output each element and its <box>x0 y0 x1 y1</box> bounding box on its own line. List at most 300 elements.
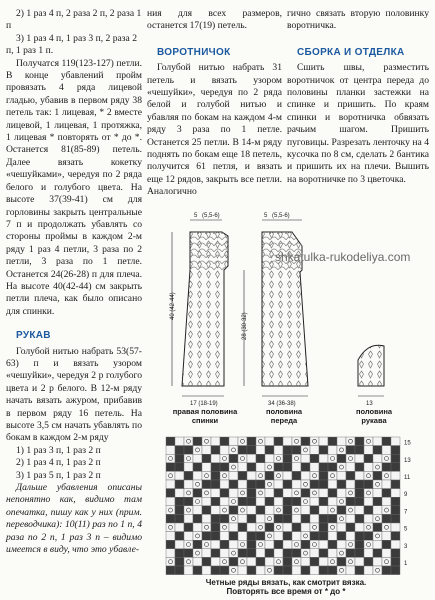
chart-cell <box>175 480 184 489</box>
paragraph: Сшить швы, разместить воротничок от центра переда до половины планки застежки на спинке и пришить. По краям спинки и воротничка обвязать рачьим шагом. Пришить пуговицы. Разрезать ленточку на 4 кусочка по 8 см, сделать 2 бантика и пришить их на плечи. Вышить на воротничке по 3 цветочка. <box>287 62 429 185</box>
chart-cell <box>364 471 373 480</box>
chart-cell <box>184 463 193 472</box>
chart-cell <box>256 549 265 558</box>
text-column-3 <box>287 0 429 186</box>
chart-cell <box>310 463 319 472</box>
chart-cell <box>382 566 391 575</box>
chart-cell <box>301 549 310 558</box>
chart-cell <box>256 532 265 541</box>
chart-cell <box>364 540 373 549</box>
chart-cell <box>319 471 328 480</box>
chart-cell <box>256 463 265 472</box>
chart-cell <box>175 532 184 541</box>
chart-cell <box>292 437 301 446</box>
chart-cell <box>247 480 256 489</box>
chart-cell <box>265 480 274 489</box>
dim-label: (5,5-6) <box>272 213 290 219</box>
chart-cell <box>283 463 292 472</box>
dim-label: 5 <box>194 213 198 219</box>
chart-cell <box>283 489 292 498</box>
chart-cell <box>193 532 202 541</box>
chart-cell <box>337 454 346 463</box>
dim-label: 34 (36-38) <box>268 401 296 407</box>
chart-cell <box>346 566 355 575</box>
chart-cell <box>220 540 229 549</box>
chart-cell <box>184 480 193 489</box>
chart-cell <box>310 566 319 575</box>
chart-cell <box>238 489 247 498</box>
chart-cell <box>337 566 346 575</box>
chart-cell <box>364 506 373 515</box>
chart-cell <box>391 446 400 455</box>
chart-cell <box>328 480 337 489</box>
chart-cell <box>391 506 400 515</box>
chart-cell <box>382 557 391 566</box>
chart-cell <box>301 566 310 575</box>
chart-cell <box>184 497 193 506</box>
chart-cell <box>283 446 292 455</box>
chart-cell <box>292 471 301 480</box>
chart-cell <box>220 532 229 541</box>
chart-cell <box>382 506 391 515</box>
pattern-schematic <box>150 210 432 430</box>
chart-cell <box>193 489 202 498</box>
chart-cell <box>310 437 319 446</box>
chart-cell <box>391 454 400 463</box>
chart-cell <box>355 540 364 549</box>
chart-cell <box>202 454 211 463</box>
chart-cell <box>193 514 202 523</box>
chart-cell <box>346 532 355 541</box>
chart-cell <box>247 463 256 472</box>
label-back: правая половина спинки <box>172 407 238 425</box>
chart-cell <box>301 506 310 515</box>
paragraph: Получатся 119(123-127) петли. В конце убавлений пройм провязать 4 ряда лицевой гладью, убавив в первом ряду 38 петель так: 1 лицевая, * 2 вместе лицевой, 1 лицевая, 1 протяжка, 1 лицевая * повторять от * до *. Останется 81(85-89) петель. Далее вязать кокетку «чешуйками», чередуя по 2 ряда белого и голубого цвета. На высоте 37(39-41) см для горловины закрыть центральные 7 п и продолжать убавлять со стороны проймы в каждом 2-м ряду 1 раз 4 петли, 3 раза по 2 петли, 3 раза по 1 петле. Останется 24(26-28) п для плеча. На высоте 40(42-44) см закрыть петли плеча, как было описано для спинки. <box>6 57 142 317</box>
chart-cell <box>319 566 328 575</box>
chart-cell <box>184 506 193 515</box>
chart-cell <box>364 446 373 455</box>
chart-cell <box>328 532 337 541</box>
chart-cell <box>175 437 184 446</box>
chart-cell <box>346 446 355 455</box>
list-item: 1) 1 раз 3 п, 1 раз 2 п <box>16 444 101 456</box>
chart-cell <box>211 454 220 463</box>
chart-cell <box>211 437 220 446</box>
chart-cell <box>319 446 328 455</box>
chart-cell <box>256 566 265 575</box>
chart-cell <box>301 523 310 532</box>
chart-cell <box>229 463 238 472</box>
chart-cell <box>202 523 211 532</box>
chart-cell <box>256 497 265 506</box>
chart-cell <box>355 437 364 446</box>
chart-cell <box>310 471 319 480</box>
chart-cell <box>364 523 373 532</box>
chart-cell <box>292 463 301 472</box>
chart-cell <box>265 566 274 575</box>
chart-cell <box>355 557 364 566</box>
chart-cell <box>247 497 256 506</box>
chart-cell <box>283 540 292 549</box>
chart-cell <box>256 480 265 489</box>
chart-cell <box>364 497 373 506</box>
chart-cell <box>175 506 184 515</box>
chart-cell <box>193 463 202 472</box>
chart-cell <box>175 454 184 463</box>
chart-cell <box>337 523 346 532</box>
chart-cell <box>202 549 211 558</box>
chart-cell <box>166 471 175 480</box>
chart-cell <box>319 497 328 506</box>
chart-cell <box>355 454 364 463</box>
chart-cell <box>292 523 301 532</box>
chart-cell <box>328 566 337 575</box>
heading-assembly: СБОРКА И ОТДЕЛКА <box>297 46 405 58</box>
chart-cell <box>382 489 391 498</box>
row-label: 5 <box>404 526 408 533</box>
chart-cell <box>274 514 283 523</box>
chart-cell <box>166 540 175 549</box>
caption-line-1: Четные ряды вязать, как смотрит вязка. <box>205 578 367 587</box>
chart-cell <box>391 566 400 575</box>
chart-cell <box>328 497 337 506</box>
chart-cell <box>346 454 355 463</box>
chart-cell <box>292 497 301 506</box>
chart-cell <box>310 523 319 532</box>
chart-cell <box>220 471 229 480</box>
knitting-chart <box>160 433 420 579</box>
chart-cell <box>175 446 184 455</box>
chart-cell <box>337 540 346 549</box>
chart-cell <box>166 489 175 498</box>
chart-cell <box>220 523 229 532</box>
chart-cell <box>391 532 400 541</box>
chart-cell <box>220 497 229 506</box>
chart-cell <box>256 489 265 498</box>
chart-cell <box>175 566 184 575</box>
chart-cell <box>355 506 364 515</box>
chart-cell <box>229 514 238 523</box>
chart-cell <box>391 437 400 446</box>
chart-cell <box>373 532 382 541</box>
chart-cell <box>355 532 364 541</box>
chart-grid <box>166 437 400 575</box>
paragraph: Дальше убавления описаны непонятно как, видимо там опечатка, пишу как у них (прим. переводчика): 10(11) раз по 1 п, 4 раза по 2 п, 1 раз 3 п – видимо имеется в виду, что это убавле- <box>6 482 142 556</box>
chart-cell <box>364 514 373 523</box>
chart-cell <box>202 471 211 480</box>
chart-cell <box>292 557 301 566</box>
chart-cell <box>301 557 310 566</box>
chart-cell <box>337 549 346 558</box>
chart-cell <box>373 497 382 506</box>
chart-cell <box>283 480 292 489</box>
chart-cell <box>220 489 229 498</box>
chart-cell <box>292 446 301 455</box>
chart-cell <box>319 514 328 523</box>
chart-cell <box>238 566 247 575</box>
chart-cell <box>364 480 373 489</box>
chart-cell <box>211 446 220 455</box>
chart-cell <box>184 454 193 463</box>
paragraph: гично связать вторую половинку воротничка. <box>287 8 429 32</box>
chart-cell <box>328 506 337 515</box>
chart-cell <box>373 480 382 489</box>
dim-label: (5,5-6) <box>202 213 220 219</box>
chart-cell <box>373 463 382 472</box>
chart-cell <box>247 489 256 498</box>
chart-cell <box>274 532 283 541</box>
chart-cell <box>310 506 319 515</box>
chart-cell <box>265 489 274 498</box>
chart-cell <box>247 454 256 463</box>
chart-cell <box>337 480 346 489</box>
chart-cell <box>220 557 229 566</box>
chart-cell <box>355 480 364 489</box>
sleeve-piece <box>358 345 384 386</box>
chart-cell <box>364 532 373 541</box>
chart-cell <box>274 446 283 455</box>
chart-cell <box>346 540 355 549</box>
chart-cell <box>310 497 319 506</box>
chart-cell <box>292 514 301 523</box>
chart-cell <box>265 463 274 472</box>
chart-cell <box>373 489 382 498</box>
chart-cell <box>256 446 265 455</box>
chart-cell <box>175 514 184 523</box>
chart-cell <box>202 506 211 515</box>
chart-cell <box>337 471 346 480</box>
chart-cell <box>346 497 355 506</box>
chart-cell <box>211 532 220 541</box>
chart-cell <box>301 497 310 506</box>
chart-cell <box>283 437 292 446</box>
chart-cell <box>202 437 211 446</box>
chart-cell <box>247 566 256 575</box>
caption-line-2: Повторять все время от * до * <box>226 587 346 596</box>
chart-cell <box>238 480 247 489</box>
chart-cell <box>265 506 274 515</box>
chart-cell <box>337 446 346 455</box>
row-label: 11 <box>404 475 411 481</box>
chart-cell <box>391 549 400 558</box>
chart-cell <box>175 549 184 558</box>
chart-cell <box>382 454 391 463</box>
chart-cell <box>355 471 364 480</box>
chart-cell <box>229 540 238 549</box>
chart-cell <box>373 437 382 446</box>
chart-cell <box>229 557 238 566</box>
chart-cell <box>220 454 229 463</box>
chart-cell <box>328 540 337 549</box>
chart-cell <box>202 463 211 472</box>
chart-cell <box>283 532 292 541</box>
chart-cell <box>391 540 400 549</box>
chart-cell <box>256 454 265 463</box>
chart-cell <box>193 437 202 446</box>
chart-cell <box>391 497 400 506</box>
chart-cell <box>229 497 238 506</box>
chart-cell <box>301 471 310 480</box>
chart-cell <box>265 532 274 541</box>
chart-cell <box>166 497 175 506</box>
chart-cell <box>247 532 256 541</box>
chart-cell <box>265 540 274 549</box>
chart-cell <box>310 532 319 541</box>
text-column-1 <box>6 0 142 556</box>
chart-cell <box>265 437 274 446</box>
dim-label: 40 (42-44) <box>170 292 176 320</box>
chart-cell <box>265 497 274 506</box>
chart-cell <box>292 480 301 489</box>
chart-cell <box>211 471 220 480</box>
row-label: 3 <box>404 543 408 550</box>
chart-cell <box>382 471 391 480</box>
chart-cell <box>220 506 229 515</box>
chart-cell <box>265 471 274 480</box>
chart-cell <box>346 506 355 515</box>
chart-cell <box>184 489 193 498</box>
chart-cell <box>220 463 229 472</box>
chart-cell <box>274 471 283 480</box>
chart-cell <box>238 446 247 455</box>
chart-cell <box>193 549 202 558</box>
text-column-2 <box>147 0 282 199</box>
chart-cell <box>238 549 247 558</box>
row-label: 1 <box>404 561 408 567</box>
chart-cell <box>301 480 310 489</box>
chart-cell <box>220 566 229 575</box>
list-item: 3) 1 раз 4 п, 1 раз 3 п, 2 раза 2 п, 1 раз 1 п. <box>6 32 138 57</box>
chart-cell <box>391 514 400 523</box>
chart-cell <box>166 463 175 472</box>
label-sleeve: половина рукава <box>355 407 393 425</box>
chart-cell <box>184 540 193 549</box>
chart-cell <box>310 514 319 523</box>
chart-cell <box>256 514 265 523</box>
chart-caption <box>186 578 386 596</box>
chart-cell <box>346 514 355 523</box>
chart-cell <box>283 549 292 558</box>
chart-cell <box>382 514 391 523</box>
chart-cell <box>364 489 373 498</box>
chart-cell <box>202 532 211 541</box>
chart-cell <box>166 557 175 566</box>
chart-cell <box>337 497 346 506</box>
chart-cell <box>202 497 211 506</box>
chart-cell <box>364 454 373 463</box>
chart-cell <box>274 454 283 463</box>
chart-cell <box>310 446 319 455</box>
chart-cell <box>202 489 211 498</box>
chart-cell <box>292 549 301 558</box>
chart-cell <box>238 463 247 472</box>
chart-cell <box>391 463 400 472</box>
chart-cell <box>220 446 229 455</box>
chart-cell <box>301 489 310 498</box>
chart-cell <box>373 566 382 575</box>
chart-cell <box>391 471 400 480</box>
row-label: 7 <box>404 509 408 516</box>
chart-cell <box>265 549 274 558</box>
chart-cell <box>238 437 247 446</box>
chart-cell <box>337 437 346 446</box>
chart-cell <box>184 532 193 541</box>
chart-cell <box>337 557 346 566</box>
chart-cell <box>229 471 238 480</box>
chart-cell <box>166 514 175 523</box>
chart-cell <box>238 506 247 515</box>
chart-cell <box>310 549 319 558</box>
chart-cell <box>283 557 292 566</box>
chart-cell <box>175 540 184 549</box>
chart-cell <box>283 454 292 463</box>
chart-cell <box>364 437 373 446</box>
list-item: 2) 1 раз 4 п, 1 раз 2 п <box>16 457 101 469</box>
chart-cell <box>391 489 400 498</box>
chart-cell <box>193 471 202 480</box>
chart-cell <box>166 446 175 455</box>
row-label: 15 <box>404 440 411 447</box>
chart-cell <box>274 506 283 515</box>
chart-cell <box>229 532 238 541</box>
chart-cell <box>166 454 175 463</box>
chart-cell <box>373 514 382 523</box>
chart-cell <box>175 497 184 506</box>
chart-cell <box>256 557 265 566</box>
chart-cell <box>247 540 256 549</box>
chart-cell <box>175 557 184 566</box>
dim-label: 13 <box>366 401 373 407</box>
chart-cell <box>319 506 328 515</box>
chart-cell <box>211 480 220 489</box>
chart-cell <box>175 463 184 472</box>
chart-cell <box>310 540 319 549</box>
chart-cell <box>364 463 373 472</box>
chart-cell <box>193 557 202 566</box>
back-piece <box>182 232 228 386</box>
heading-collar: ВОРОТНИЧОК <box>157 46 231 58</box>
chart-cell <box>166 437 175 446</box>
chart-cell <box>211 540 220 549</box>
chart-cell <box>310 489 319 498</box>
chart-cell <box>193 497 202 506</box>
chart-cell <box>193 523 202 532</box>
chart-cell <box>337 489 346 498</box>
chart-cell <box>247 437 256 446</box>
chart-cell <box>175 471 184 480</box>
row-label: 9 <box>404 492 408 499</box>
chart-cell <box>382 540 391 549</box>
chart-cell <box>238 523 247 532</box>
chart-cell <box>274 463 283 472</box>
chart-cell <box>175 523 184 532</box>
chart-cell <box>283 514 292 523</box>
chart-cell <box>211 489 220 498</box>
chart-cell <box>301 540 310 549</box>
chart-cell <box>355 489 364 498</box>
chart-cell <box>292 566 301 575</box>
chart-cell <box>238 454 247 463</box>
chart-cell <box>274 523 283 532</box>
chart-cell <box>247 506 256 515</box>
schematic-svg <box>150 210 432 430</box>
chart-cell <box>283 497 292 506</box>
chart-cell <box>346 489 355 498</box>
chart-cell <box>328 557 337 566</box>
chart-cell <box>256 523 265 532</box>
chart-cell <box>328 463 337 472</box>
chart-cell <box>274 566 283 575</box>
